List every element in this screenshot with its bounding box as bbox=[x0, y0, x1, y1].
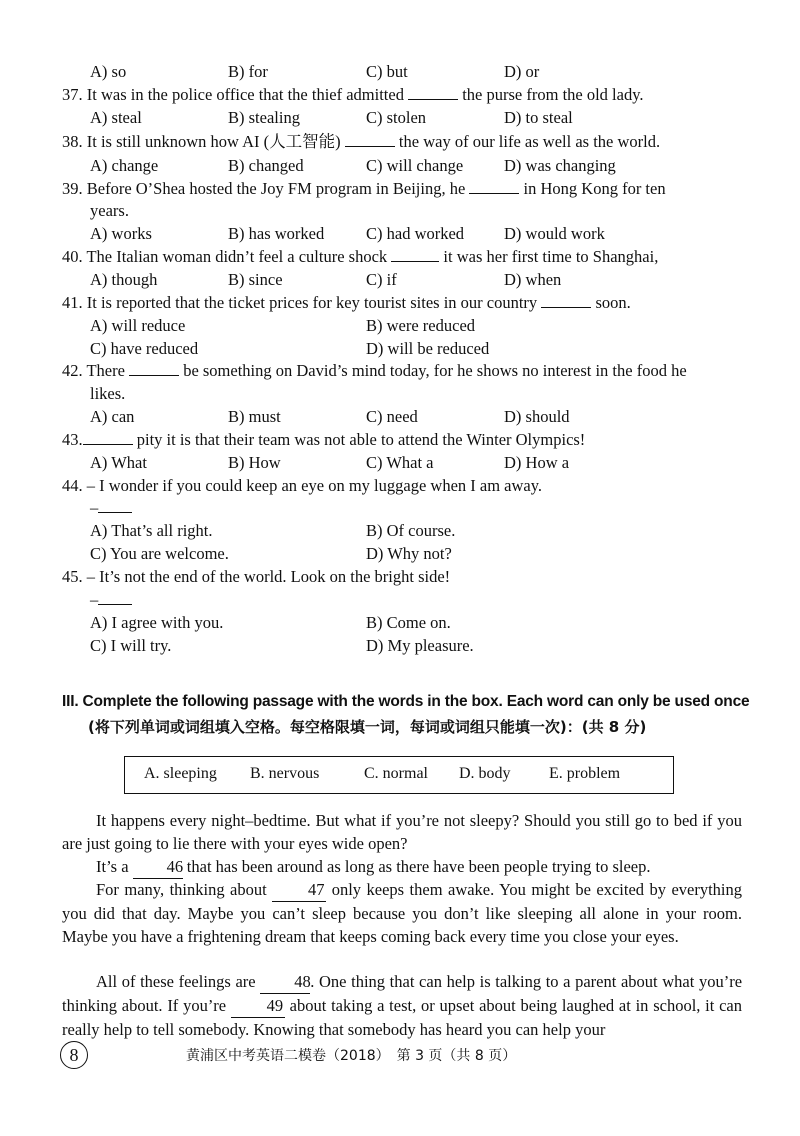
question-number: 40. bbox=[62, 247, 83, 266]
option: D) or bbox=[504, 62, 540, 81]
reply-dash: – bbox=[90, 590, 99, 609]
option: B) must bbox=[228, 407, 281, 426]
option: B) Come on. bbox=[366, 613, 451, 632]
word-box-item: C. normal bbox=[364, 765, 428, 782]
question-37 bbox=[62, 85, 644, 105]
question-text: There bbox=[86, 361, 125, 380]
option: A) change bbox=[90, 156, 159, 175]
passage-paragraph bbox=[62, 855, 742, 879]
question-39 bbox=[62, 179, 666, 199]
option: A) so bbox=[90, 62, 127, 81]
question-number: 45. bbox=[62, 567, 83, 586]
blank-46: 46 bbox=[133, 855, 183, 879]
word-box-item: A. sleeping bbox=[144, 765, 217, 782]
option: C) stolen bbox=[366, 108, 427, 127]
option: B) How bbox=[228, 453, 281, 472]
answer-blank bbox=[408, 85, 458, 100]
passage-text: that has been around as long as there have been people trying to sleep. bbox=[186, 857, 651, 876]
question-text: – It’s not the end of the world. Look on the bright side! bbox=[86, 567, 451, 586]
question-text: the purse from the old lady. bbox=[462, 85, 644, 104]
option: D) My pleasure. bbox=[366, 636, 474, 655]
word-box-item: D. body bbox=[459, 765, 511, 782]
option: C) need bbox=[366, 407, 418, 426]
passage-text: . One thing that can help is talking to a parent about what you’re thinking about. If you’re bbox=[62, 972, 743, 1015]
question-text: soon. bbox=[595, 293, 631, 312]
question-number: 39. bbox=[62, 179, 83, 198]
question-text-continued: years. bbox=[90, 201, 129, 220]
answer-blank bbox=[391, 247, 439, 262]
question-45 bbox=[62, 567, 450, 587]
passage-text: about taking a test, or upset about being laughed at in school, it can really help to tell somebody. Knowing that somebody has heard you can help your bbox=[62, 996, 742, 1039]
passage-text: only keeps them awake. You might be excited by everything you did that day. Maybe you can’t sleep because you don’t like sleeping all alone in your room. Maybe you have a frightening dream that keeps coming back every time you close your eyes. bbox=[62, 880, 743, 946]
question-number: 43. bbox=[62, 430, 83, 449]
option: C) You are welcome. bbox=[90, 544, 229, 563]
option: B) were reduced bbox=[366, 316, 476, 335]
option: A) works bbox=[90, 224, 152, 243]
passage-paragraph bbox=[62, 970, 742, 1041]
passage-text: All of these feelings are bbox=[96, 972, 256, 991]
question-text: Before O’Shea hosted the Joy FM program in Beijing, he bbox=[86, 179, 466, 198]
option: C) if bbox=[366, 270, 397, 289]
reply-line bbox=[90, 498, 132, 518]
blank-49: 49 bbox=[231, 994, 285, 1018]
section-instruction: (将下列单词或词组填入空格。每空格限填一词，每词或词组只能填一次)：(共 8 分) bbox=[88, 718, 647, 736]
question-number: 38. bbox=[62, 132, 83, 151]
question-text: It is reported that the ticket prices for key tourist sites in our country bbox=[86, 293, 538, 312]
question-text-continued: likes. bbox=[90, 384, 126, 403]
option: D) should bbox=[504, 407, 570, 426]
passage-paragraph bbox=[62, 878, 742, 948]
option: A) will reduce bbox=[90, 316, 186, 335]
answer-blank bbox=[541, 293, 591, 308]
blank-48: 48 bbox=[260, 970, 310, 994]
option: A) can bbox=[90, 407, 135, 426]
option: B) changed bbox=[228, 156, 304, 175]
question-text: pity it is that their team was not able to attend the Winter Olympics! bbox=[136, 430, 586, 449]
option: C) will change bbox=[366, 156, 464, 175]
question-text: it was her first time to Shanghai, bbox=[443, 247, 659, 266]
word-box-item: B. nervous bbox=[250, 765, 320, 782]
option: D) Why not? bbox=[366, 544, 452, 563]
question-number: 37. bbox=[62, 85, 83, 104]
option: B) Of course. bbox=[366, 521, 456, 540]
word-box-item: E. problem bbox=[549, 765, 621, 782]
question-text: be something on David’s mind today, for he shows no interest in the food he bbox=[183, 361, 687, 380]
question-number: 41. bbox=[62, 293, 83, 312]
reply-line bbox=[90, 590, 132, 610]
answer-blank bbox=[98, 590, 132, 605]
option: A) What bbox=[90, 453, 147, 472]
question-text: The Italian woman didn’t feel a culture shock bbox=[86, 247, 388, 266]
option: C) I will try. bbox=[90, 636, 172, 655]
blank-47: 47 bbox=[272, 878, 326, 902]
option: C) but bbox=[366, 62, 408, 81]
answer-blank bbox=[98, 498, 132, 513]
question-text: – I wonder if you could keep an eye on my luggage when I am away. bbox=[86, 476, 543, 495]
option: C) have reduced bbox=[90, 339, 199, 358]
option: A) I agree with you. bbox=[90, 613, 224, 632]
section-title: III. Complete the following passage with the words in the box. Each word can only be used once bbox=[62, 693, 750, 710]
option: C) had worked bbox=[366, 224, 465, 243]
question-number: 44. bbox=[62, 476, 83, 495]
option: B) for bbox=[228, 62, 268, 81]
option: B) stealing bbox=[228, 108, 300, 127]
question-44 bbox=[62, 476, 542, 496]
page-footer: 黄浦区中考英语二模卷（2018） 第 3 页（共 8 页） bbox=[186, 1048, 517, 1064]
option: A) That’s all right. bbox=[90, 521, 213, 540]
question-text: in Hong Kong for ten bbox=[523, 179, 666, 198]
passage-paragraph: It happens every night–bedtime. But what if you’re not sleepy? Should you still go to bed if you are just going to lie there with your eyes wide open? bbox=[62, 811, 742, 853]
question-text: It was in the police office that the thief admitted bbox=[86, 85, 404, 104]
question-text: the way of our life as well as the world. bbox=[398, 132, 661, 151]
question-number: 42. bbox=[62, 361, 83, 380]
option: B) since bbox=[228, 270, 283, 289]
option: D) when bbox=[504, 270, 562, 289]
option: D) will be reduced bbox=[366, 339, 490, 358]
question-42 bbox=[62, 361, 687, 381]
option: C) What a bbox=[366, 453, 434, 472]
page-badge: 8 bbox=[60, 1041, 88, 1069]
option: A) steal bbox=[90, 108, 142, 127]
option: D) to steal bbox=[504, 108, 573, 127]
option: D) How a bbox=[504, 453, 570, 472]
question-43 bbox=[62, 430, 585, 450]
option: D) was changing bbox=[504, 156, 616, 175]
option: D) would work bbox=[504, 224, 605, 243]
question-text: It is still unknown how AI (人工智能) bbox=[86, 132, 341, 151]
option: A) though bbox=[90, 270, 158, 289]
option: B) has worked bbox=[228, 224, 325, 243]
answer-blank bbox=[129, 361, 179, 376]
passage-text: For many, thinking about bbox=[96, 880, 267, 899]
question-41 bbox=[62, 293, 631, 313]
answer-blank bbox=[345, 132, 395, 147]
passage-text: It’s a bbox=[96, 857, 129, 876]
answer-blank bbox=[83, 430, 133, 445]
reply-dash: – bbox=[90, 498, 99, 517]
answer-blank bbox=[469, 179, 519, 194]
question-38 bbox=[62, 132, 660, 152]
question-40 bbox=[62, 247, 658, 267]
